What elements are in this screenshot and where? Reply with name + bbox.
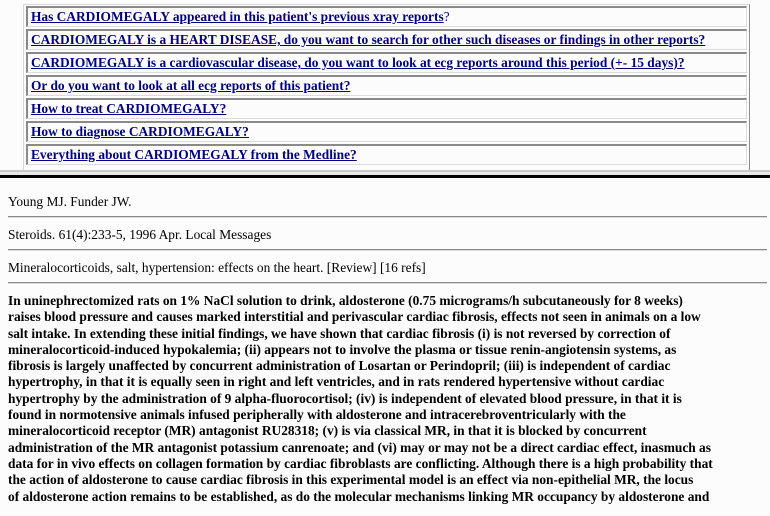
suggestion-row [26,75,747,96]
suggestion-link-treat[interactable]: How to treat CARDIOMEGALY? [31,101,227,116]
suggestion-row [26,98,747,119]
abstract-text [8,293,770,505]
suggestion-link-previous-xray[interactable]: Has CARDIOMEGALY appeared in this patient's previous xray reports [31,9,444,24]
suggestions-frame [0,0,770,170]
abstract-line: mineralocorticoid receptor (MR) antagonist RU28318; (v) is via classical MR, in that it is blocked by concurrent [8,423,647,439]
abstract-line: hypertrophy by the administration of 9 alpha-fluorocortisol; (iv) is independent of elevated blood pressure, in that it is [8,390,682,406]
suggestion-link-all-ecg[interactable]: Or do you want to look at all ecg reports of this patient? [31,78,351,93]
suggestion-row [26,121,747,142]
abstract-line: raises blood pressure and causes marked interstitial and perivascular cardiac fibrosis, effects not seen in animals on a low [8,309,701,325]
abstract-line: fibrosis is largely unaffected by concurrent administration of Losartan or Perindopril; (iii) is independent of cardiac [8,358,671,374]
horizontal-rule [8,282,767,284]
suggestion-row [26,144,747,165]
horizontal-rule [8,249,767,251]
abstract-line: mineralocorticoid-induced hypokalemia; (ii) appears not to involve the plasma or tissue renin-angiotensin systems, as [8,341,677,357]
suggestion-suffix: ? [443,9,450,24]
citation-source: Steroids. 61(4):233-5, 1996 Apr. Local Messages [8,227,272,242]
suggestion-row [26,29,747,50]
suggestion-row [26,6,747,27]
abstract-line: of aldosterone action remains to be established, as do the molecular mechanisms linking MR occupancy by aldosterone and [8,488,710,504]
abstract-line: hypertrophy, in that it is equally seen in right and left ventricles, and in rats rendered hypertensive without cardiac [8,374,665,390]
abstract-line: salt intake. In extending these initial findings, we have shown that cardiac fibrosis (i) is not reversed by correction of [8,325,671,341]
suggestion-link-ecg-period[interactable]: CARDIOMEGALY is a cardiovascular disease, do you want to look at ecg reports around this period (+- 15 days)? [31,55,685,70]
abstract-line: administration of the MR antagonist potassium canrenoate; and (vi) may or may not be a direct cardiac effect, inasmuch as [8,439,711,455]
abstract-line: the action of aldosterone to cause cardiac fibrosis in this experimental model is an effect via non-epithelial MR, the locus [8,472,694,488]
suggestions-table [23,4,750,170]
suggestion-row [26,52,747,73]
horizontal-rule [8,216,767,218]
abstract-line: found in normotensive animals infused peripherally with aldosterone and intracerebroventricularly with the [8,407,626,423]
frame-divider[interactable] [0,170,770,178]
suggestion-link-diagnose[interactable]: How to diagnose CARDIOMEGALY? [31,124,249,139]
abstract-line: data for in vivo effects on collagen formation by cardiac fibroblasts are conflicting. Although there is a high probability that [8,455,713,471]
article-frame [0,178,770,516]
citation-authors: Young MJ. Funder JW. [8,194,132,209]
suggestion-link-heart-disease[interactable]: CARDIOMEGALY is a HEART DISEASE, do you want to search for other such diseases or findings in other reports? [31,32,706,47]
suggestion-link-medline[interactable]: Everything about CARDIOMEGALY from the Medline? [31,147,357,162]
citation-title: Mineralocorticoids, salt, hypertension: effects on the heart. [Review] [16 refs] [8,260,426,275]
abstract-line: In uninephrectomized rats on 1% NaCl solution to drink, aldosterone (0.75 micrograms/h subcutaneously for 8 weeks) [8,293,683,308]
